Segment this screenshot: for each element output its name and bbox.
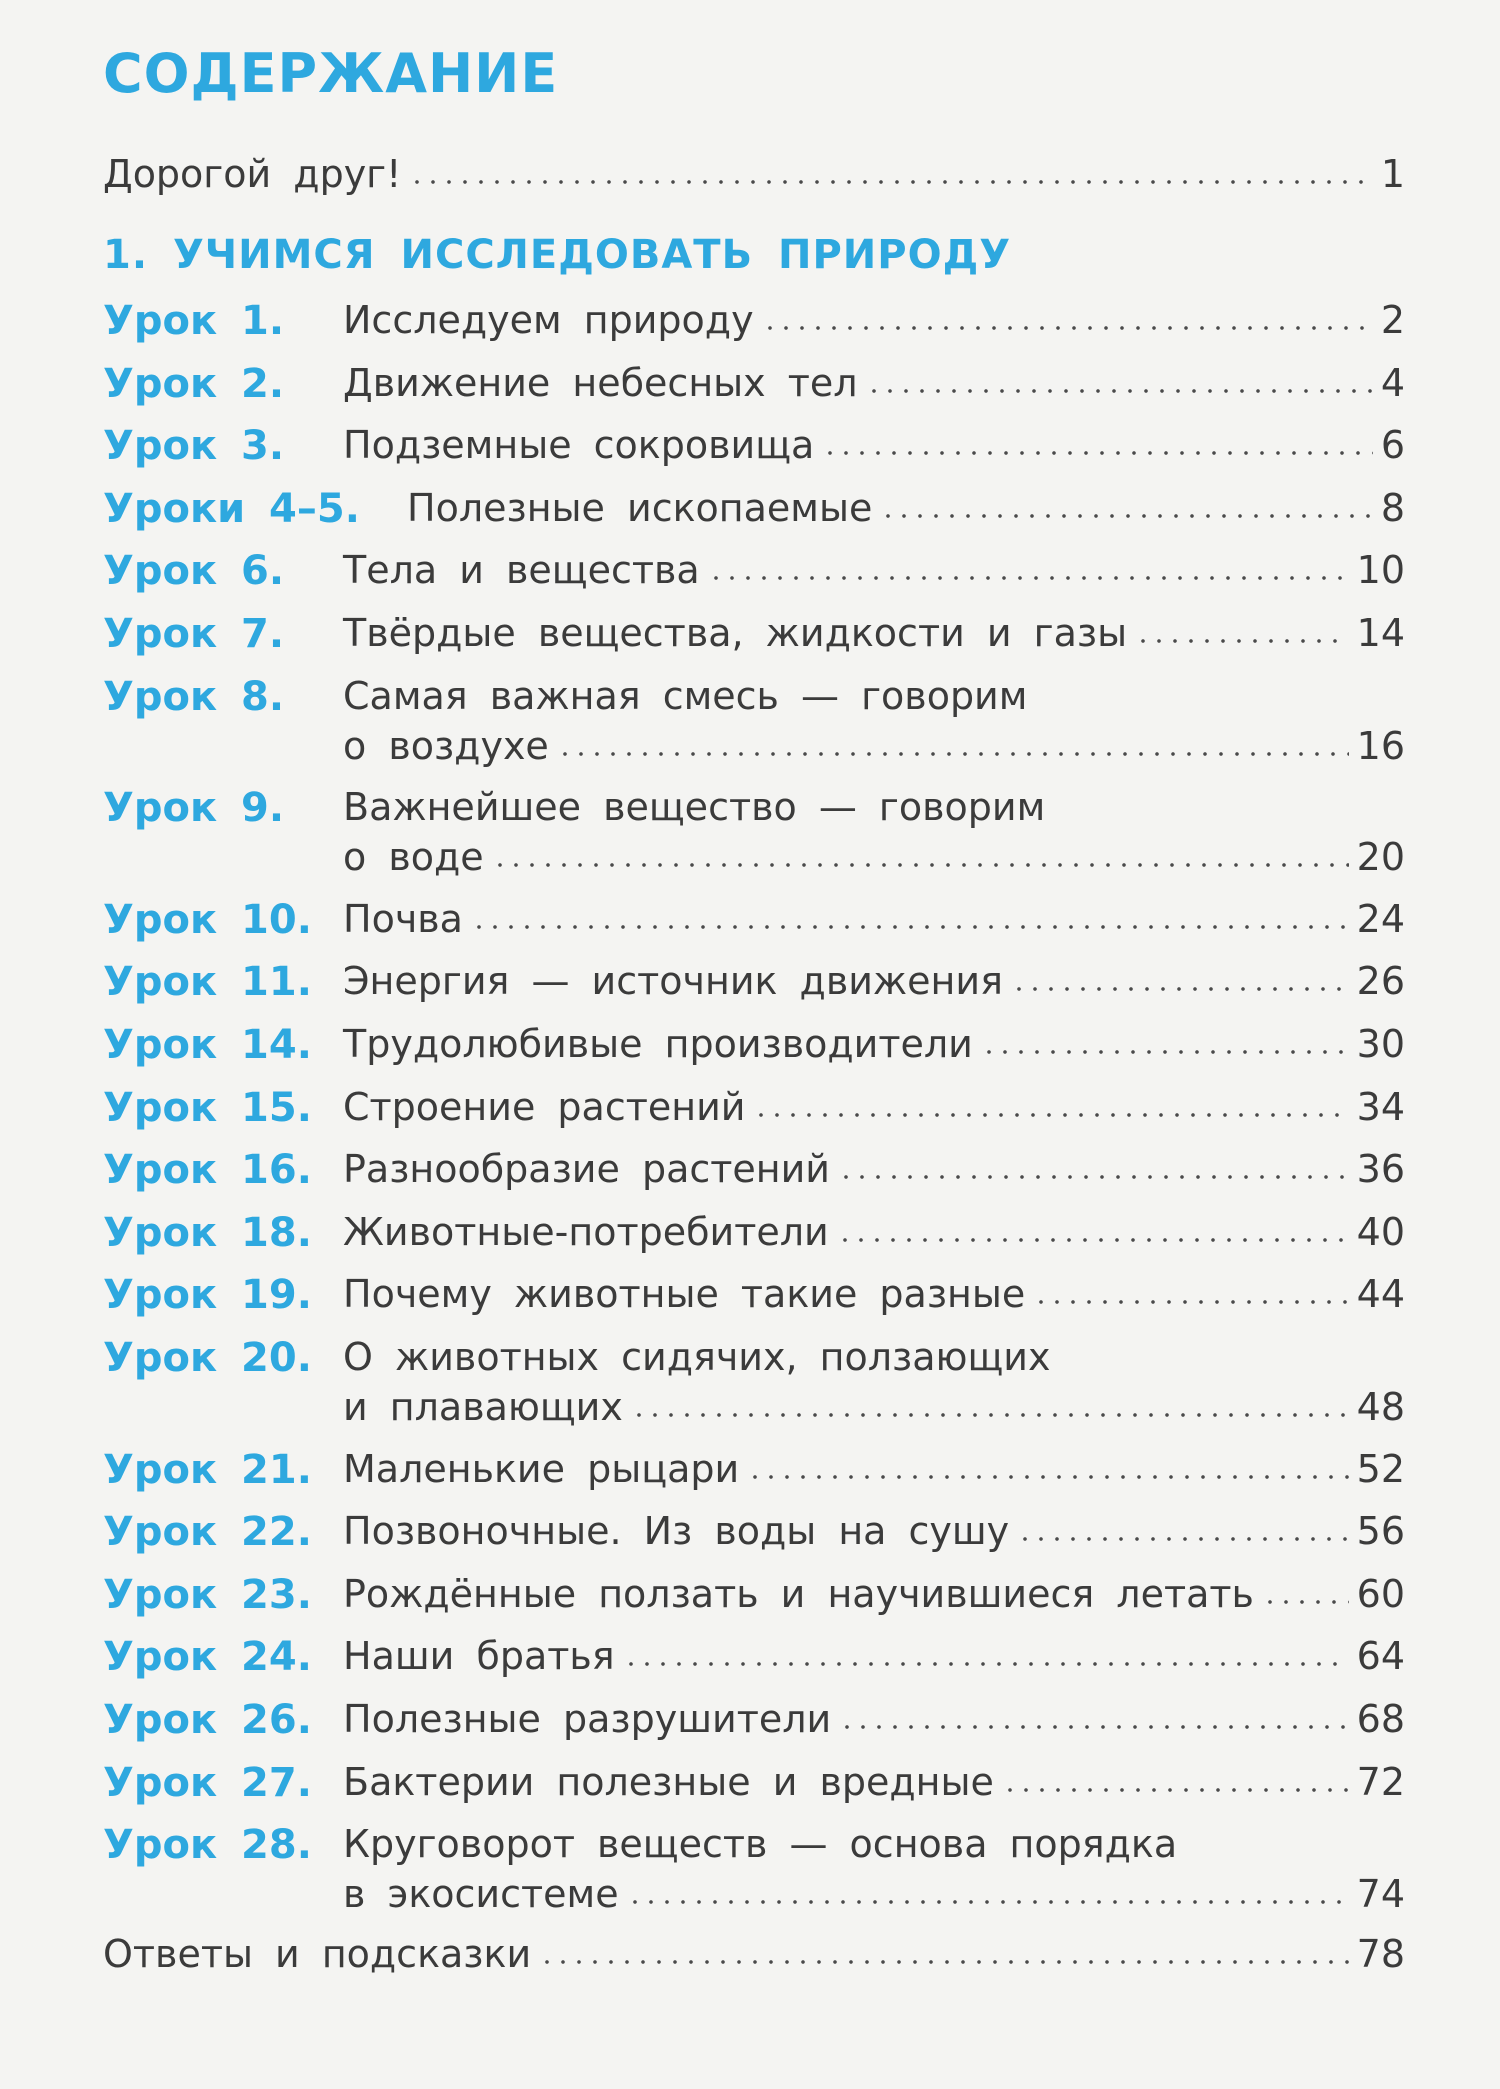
- entry-text: Полезные разрушители: [343, 1697, 832, 1741]
- entry-page: 4: [1380, 360, 1405, 405]
- lesson-label: Урок 20.: [103, 1335, 312, 1381]
- entry-text: Наши братья: [343, 1634, 615, 1679]
- dot-leader: [627, 1899, 1349, 1905]
- lesson-label: Урок 2.: [103, 360, 285, 407]
- entry-page: 44: [1356, 1272, 1405, 1317]
- entry-page: 36: [1356, 1147, 1405, 1192]
- lesson-label: Урок 18.: [103, 1209, 312, 1256]
- entry-page: 16: [1356, 723, 1405, 768]
- entry-text: Почему животные такие разные: [343, 1272, 1026, 1317]
- dot-leader: [1017, 1536, 1348, 1542]
- dot-leader: [557, 751, 1349, 757]
- entry-page: 52: [1356, 1446, 1405, 1491]
- lesson-label: Урок 21.: [103, 1446, 312, 1493]
- dot-leader: [492, 862, 1349, 868]
- lesson-label: Урок 9.: [103, 785, 285, 832]
- entry-page: 34: [1356, 1084, 1405, 1129]
- entry-page: 68: [1356, 1697, 1405, 1741]
- entry-page: 30: [1356, 1022, 1405, 1066]
- entry-text: Исследуем природу: [343, 298, 754, 342]
- lesson-label: Урок 8.: [103, 673, 285, 720]
- dot-leader: [747, 1474, 1348, 1480]
- entry-text-line1: О животных сидячих, ползающих: [343, 1335, 1051, 1379]
- lesson-label: Урок 10.: [103, 896, 312, 943]
- lesson-label: Урок 19.: [103, 1272, 312, 1319]
- entry-text: Энергия — источник движения: [343, 959, 1003, 1004]
- lesson-label: Урок 27.: [103, 1759, 312, 1806]
- dot-leader: [866, 388, 1373, 394]
- lesson-label: Урок 26.: [103, 1697, 312, 1743]
- lesson-label: Урок 22.: [103, 1509, 312, 1556]
- lesson-label: Урок 6.: [103, 548, 285, 595]
- entry-text: Трудолюбивые производители: [343, 1022, 973, 1066]
- section-heading: 1. УЧИМСЯ ИССЛЕДОВАТЬ ПРИРОДУ: [103, 232, 1012, 278]
- entry-page: 26: [1356, 959, 1405, 1004]
- entry-text: Тела и вещества: [343, 548, 700, 593]
- page-title: СОДЕРЖАНИЕ: [103, 42, 559, 105]
- lesson-label: Урок 7.: [103, 611, 285, 657]
- entry-page: 8: [1380, 485, 1405, 530]
- entry-page: 1: [1380, 152, 1405, 196]
- dot-leader: [1002, 1787, 1349, 1793]
- entry-text-line1: Круговорот веществ — основа порядка: [343, 1822, 1178, 1867]
- entry-page: 10: [1356, 548, 1405, 593]
- lesson-label: Урок 15.: [103, 1084, 312, 1131]
- dot-leader: [1033, 1299, 1348, 1305]
- entry-text: Животные-потребители: [343, 1209, 829, 1254]
- entry-page: 6: [1380, 423, 1405, 468]
- dot-leader: [1011, 986, 1349, 992]
- lesson-label: Уроки 4–5.: [103, 485, 360, 532]
- dot-leader: [753, 1112, 1348, 1118]
- entry-page: 24: [1356, 896, 1405, 941]
- dot-leader: [409, 179, 1372, 185]
- entry-text: Ответы и подсказки: [103, 1931, 532, 1976]
- entry-text: и плавающих: [343, 1385, 623, 1429]
- entry-text: Позвоночные. Из воды на сушу: [343, 1509, 1010, 1554]
- lesson-label: Урок 14.: [103, 1022, 312, 1068]
- dot-leader: [839, 1724, 1348, 1730]
- entry-text: о воздухе: [343, 723, 549, 768]
- entry-text: Разнообразие растений: [343, 1147, 831, 1192]
- entry-text: Почва: [343, 896, 463, 941]
- entry-text: Подземные сокровища: [343, 423, 815, 468]
- dot-leader: [981, 1049, 1349, 1055]
- lesson-label: Урок 16.: [103, 1147, 312, 1194]
- entry-text: Полезные ископаемые: [407, 485, 873, 530]
- toc-entry-answers[interactable]: [103, 1932, 1405, 1976]
- entry-text-line1: Самая важная смесь — говорим: [343, 673, 1028, 718]
- entry-page: 72: [1356, 1759, 1405, 1804]
- entry-text: Рождённые ползать и научившиеся летать: [343, 1571, 1254, 1616]
- dot-leader: [762, 325, 1373, 331]
- dot-leader: [822, 450, 1373, 456]
- dot-leader: [631, 1412, 1349, 1418]
- entry-text: Бактерии полезные и вредные: [343, 1759, 994, 1804]
- entry-page: 20: [1356, 835, 1405, 880]
- lesson-label: Урок 3.: [103, 423, 285, 470]
- lesson-label: Урок 24.: [103, 1634, 312, 1681]
- entry-page: 40: [1356, 1209, 1405, 1254]
- entry-text: Движение небесных тел: [343, 360, 858, 405]
- dot-leader: [623, 1661, 1349, 1667]
- dot-leader: [539, 1959, 1348, 1965]
- entry-page: 48: [1356, 1385, 1405, 1429]
- dot-leader: [837, 1237, 1349, 1243]
- dot-leader: [708, 575, 1349, 581]
- lesson-label: Урок 11.: [103, 959, 312, 1006]
- entry-text: Твёрдые вещества, жидкости и газы: [343, 611, 1128, 655]
- entry-page: 78: [1356, 1931, 1405, 1976]
- lesson-label: Урок 1.: [103, 298, 285, 344]
- entry-text: Строение растений: [343, 1084, 746, 1129]
- entry-text-line1: Важнейшее вещество — говорим: [343, 785, 1046, 830]
- entry-page: 14: [1356, 611, 1405, 655]
- entry-page: 64: [1356, 1634, 1405, 1679]
- dot-leader: [1262, 1599, 1349, 1605]
- lesson-label: Урок 23.: [103, 1571, 312, 1618]
- entry-text: в экосистеме: [343, 1872, 619, 1917]
- lesson-label: Урок 28.: [103, 1822, 312, 1869]
- entry-text: Маленькие рыцари: [343, 1446, 740, 1491]
- toc-entry-intro[interactable]: [103, 152, 1405, 196]
- entry-page: 2: [1380, 298, 1405, 342]
- entry-text: Дорогой друг!: [103, 152, 402, 196]
- entry-page: 56: [1356, 1509, 1405, 1554]
- entry-text: о воде: [343, 835, 484, 880]
- dot-leader: [1135, 638, 1349, 644]
- entry-page: 60: [1356, 1571, 1405, 1616]
- dot-leader: [880, 513, 1372, 519]
- dot-leader: [471, 924, 1349, 930]
- entry-page: 74: [1356, 1872, 1405, 1917]
- dot-leader: [838, 1174, 1349, 1180]
